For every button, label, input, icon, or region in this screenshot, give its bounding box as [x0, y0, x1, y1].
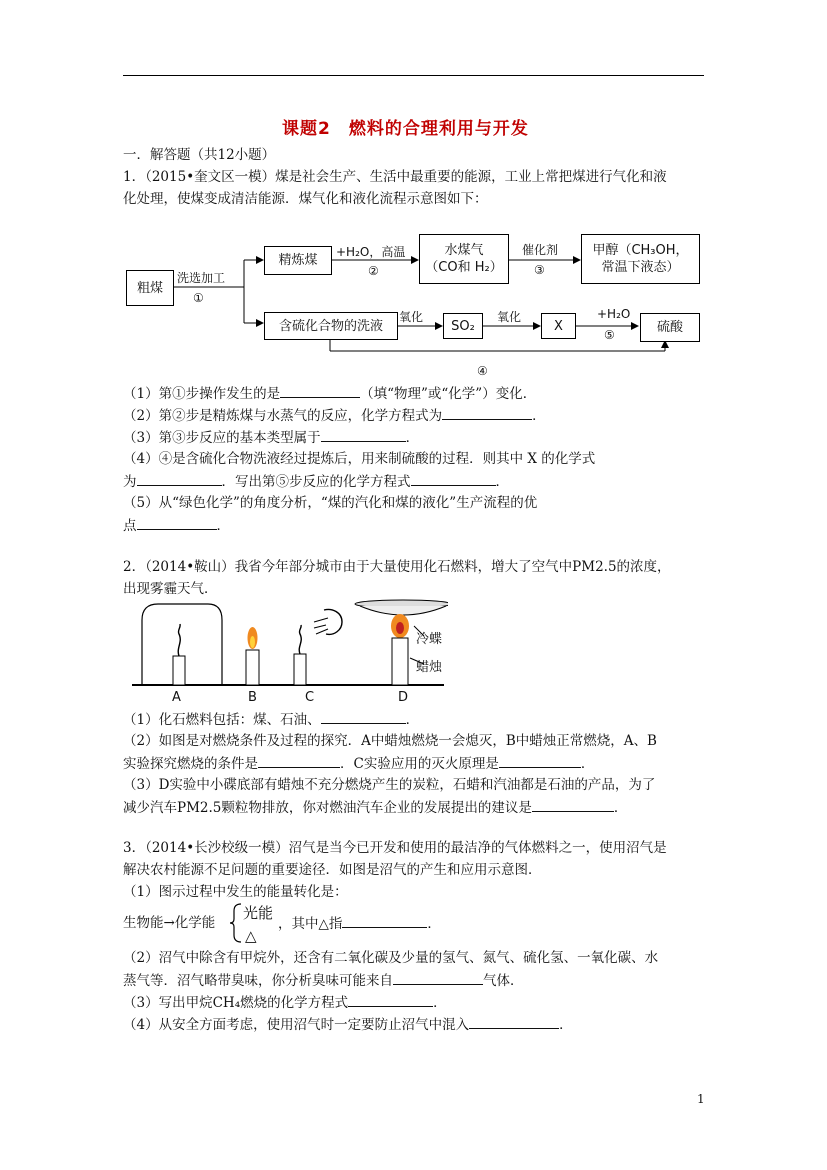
q2-sub-3b-text-a: 减少汽车PM2.5颗粒物排放，你对燃油汽车企业的发展提出的建议是 [123, 800, 532, 816]
sulfuric-acid-box: 硫酸 [640, 313, 700, 342]
answer-blank[interactable] [137, 471, 222, 486]
q1-sub-5b [123, 515, 230, 536]
q2-sub-2b [123, 753, 594, 774]
q2-line-1: 2．（2014•鞍山）我省今年部分城市由于大量使用化石燃料，增大了空气中PM2.5的浓度， [123, 559, 671, 575]
figure-label-b: B [248, 690, 257, 705]
energy-right [278, 913, 441, 934]
section-heading: 一．解答题（共12小题） [123, 147, 276, 163]
q3-sub-2b-text-b: 气体． [483, 973, 524, 989]
q3-sub-3-text-a: （3）写出甲烷CH₄燃烧的化学方程式 [123, 995, 349, 1011]
answer-blank[interactable] [321, 427, 406, 442]
q1-sub-4: （4）④是含硫化合物洗液经过提炼后，用来制硫酸的过程．则其中 X 的化学式 [123, 451, 596, 467]
page-title: 课题2 燃料的合理利用与开发 [282, 119, 529, 139]
q2-sub-1-text-b: ． [405, 712, 420, 728]
q3-sub-2b [123, 970, 524, 991]
step2-condition: +H₂O，高温 [336, 245, 406, 259]
oxidation-label-2: 氧化 [497, 310, 522, 324]
refined-coal-box: 精炼煤 [264, 246, 332, 275]
q3-sub-2b-text-a: 蒸气等．沼气略带臭味，你分析臭味可能来自 [123, 973, 393, 989]
answer-blank[interactable] [280, 383, 360, 398]
energy-top: 光能 [243, 904, 274, 922]
answer-blank[interactable] [469, 1014, 559, 1029]
so2-box: SO₂ [443, 313, 483, 339]
q1-sub-2 [123, 405, 546, 426]
oxidation-label-1: 氧化 [399, 310, 424, 324]
q3-sub-1: （1）图示过程中发生的能量转化是： [123, 884, 348, 900]
q1-sub-2-text-b: ． [532, 408, 546, 424]
answer-blank[interactable] [258, 753, 340, 768]
q3-sub-4-text-b: ． [559, 1017, 573, 1033]
answer-blank[interactable] [393, 970, 483, 985]
q1-sub-2-text-a: （2）第②步是精炼煤与水蒸气的反应，化学方程式为 [123, 408, 443, 424]
q1-sub-4b-text-b: ．写出第⑤步反应的化学方程式 [221, 474, 411, 490]
q1-sub-1-text-a: （1）第①步操作发生的是 [123, 386, 281, 402]
answer-blank[interactable] [532, 797, 614, 812]
q2-sub-3b [123, 797, 627, 818]
q2-sub-3: （3）D实验中小碟底部有蜡烛不充分燃烧产生的炭粒，石蜡和汽油都是石油的产品，为了 [123, 777, 656, 793]
raw-coal-box: 粗煤 [126, 270, 174, 306]
energy-right-end: ． [427, 916, 441, 932]
q1-sub-4b [123, 471, 509, 492]
step2-label: ② [368, 264, 379, 278]
q3-line-1: 3．（2014•长沙校级一模）沼气是当今已开发和使用的最洁净的气体燃料之一，使用沼气是 [123, 840, 667, 856]
q1-sub-3-text-b: ． [405, 430, 420, 446]
catalyst-label: 催化剂 [522, 243, 559, 257]
x-box: X [541, 313, 576, 339]
answer-blank[interactable] [321, 709, 406, 724]
wash-label: 洗选加工 [177, 271, 226, 285]
q2-sub-1 [123, 709, 419, 730]
energy-bottom: △ [245, 927, 257, 945]
q3-sub-4 [123, 1014, 573, 1035]
methanol-state: 常温下液态） [601, 260, 680, 275]
q3-line-2: 解决农村能源不足问题的重要途径．如图是沼气的产生和应用示意图． [123, 862, 542, 878]
q2-sub-2b-text-b: ．C实验应用的灭火原理是 [340, 756, 499, 772]
figure-label-c: C [305, 690, 315, 705]
plate-label: 冷蝶 [416, 632, 443, 647]
q2-line-2: 出现雾霾天气． [123, 581, 218, 597]
answer-blank[interactable] [442, 405, 532, 420]
brace-icon [229, 903, 243, 943]
answer-blank[interactable] [348, 992, 433, 1007]
q1-sub-3-text-a: （3）第③步反应的基本类型属于 [123, 430, 321, 446]
step5-label: ⑤ [604, 328, 615, 342]
q2-sub-2: （2）如图是对燃烧条件及过程的探究．A中蜡烛燃烧一会熄灭，B中蜡烛正常燃烧，A、B [123, 733, 657, 749]
water-gas-composition: （CO和 H₂） [425, 260, 503, 275]
step5-condition: +H₂O [597, 307, 631, 321]
q3-sub-4-text-a: （4）从安全方面考虑，使用沼气时一定要防止沼气中混入 [123, 1017, 470, 1033]
answer-blank[interactable] [499, 753, 581, 768]
energy-left: 生物能→化学能 [123, 915, 216, 931]
water-gas-box [419, 234, 509, 284]
q2-sub-2b-text-a: 实验探究燃烧的条件是 [123, 756, 258, 772]
q1-sub-1 [123, 383, 536, 404]
step1-label: ① [193, 291, 204, 305]
answer-blank[interactable] [411, 471, 496, 486]
q3-sub-2: （2）沼气中除含有甲烷外，还含有二氧化碳及少量的氢气、氮气、硫化氢、一氧化碳、水 [123, 950, 659, 966]
q1-sub-4b-text-c: ． [495, 474, 509, 490]
q1-sub-5: （5）从“绿色化学”的角度分析，“煤的汽化和煤的液化”生产流程的优 [123, 495, 538, 511]
header-rule [123, 75, 704, 76]
step3-label: ③ [534, 263, 545, 277]
q1-sub-3 [123, 427, 419, 448]
q3-sub-3 [123, 992, 447, 1013]
methanol-box [581, 234, 700, 284]
q2-sub-2b-text-c: ． [580, 756, 595, 772]
methanol-text: 甲醇（CH₃OH， [592, 243, 689, 258]
q1-sub-4b-text-a: 为 [123, 474, 137, 490]
figure-label-d: D [398, 690, 409, 705]
q2-sub-1-text-a: （1）化石燃料包括：煤、石油、 [123, 712, 321, 728]
answer-blank[interactable] [342, 913, 427, 928]
q1-line-2: 化处理，使煤变成清洁能源．煤气化和液化流程示意图如下： [123, 191, 488, 207]
candle-label: 蜡烛 [416, 660, 443, 675]
sulfur-wash-box: 含硫化合物的洗液 [264, 312, 398, 340]
page-number: 1 [697, 1092, 705, 1106]
answer-blank[interactable] [137, 515, 217, 530]
q3-sub-3-text-b: ． [433, 995, 447, 1011]
water-gas-text: 水煤气 [444, 243, 484, 258]
energy-right-text: ，其中△指 [278, 916, 343, 932]
q2-sub-3b-text-b: ． [613, 800, 628, 816]
q1-sub-5b-text-b: ． [216, 518, 230, 534]
q1-line-1: 1．（2015•奎文区一模）煤是社会生产、生活中最重要的能源，工业上常把煤进行气化和液 [123, 169, 667, 185]
q1-sub-5b-text-a: 点 [123, 518, 137, 534]
figure-label-a: A [172, 690, 181, 705]
step4-label: ④ [477, 364, 488, 378]
q1-sub-1-text-b: （填“物理”或“化学”）变化． [360, 386, 537, 402]
